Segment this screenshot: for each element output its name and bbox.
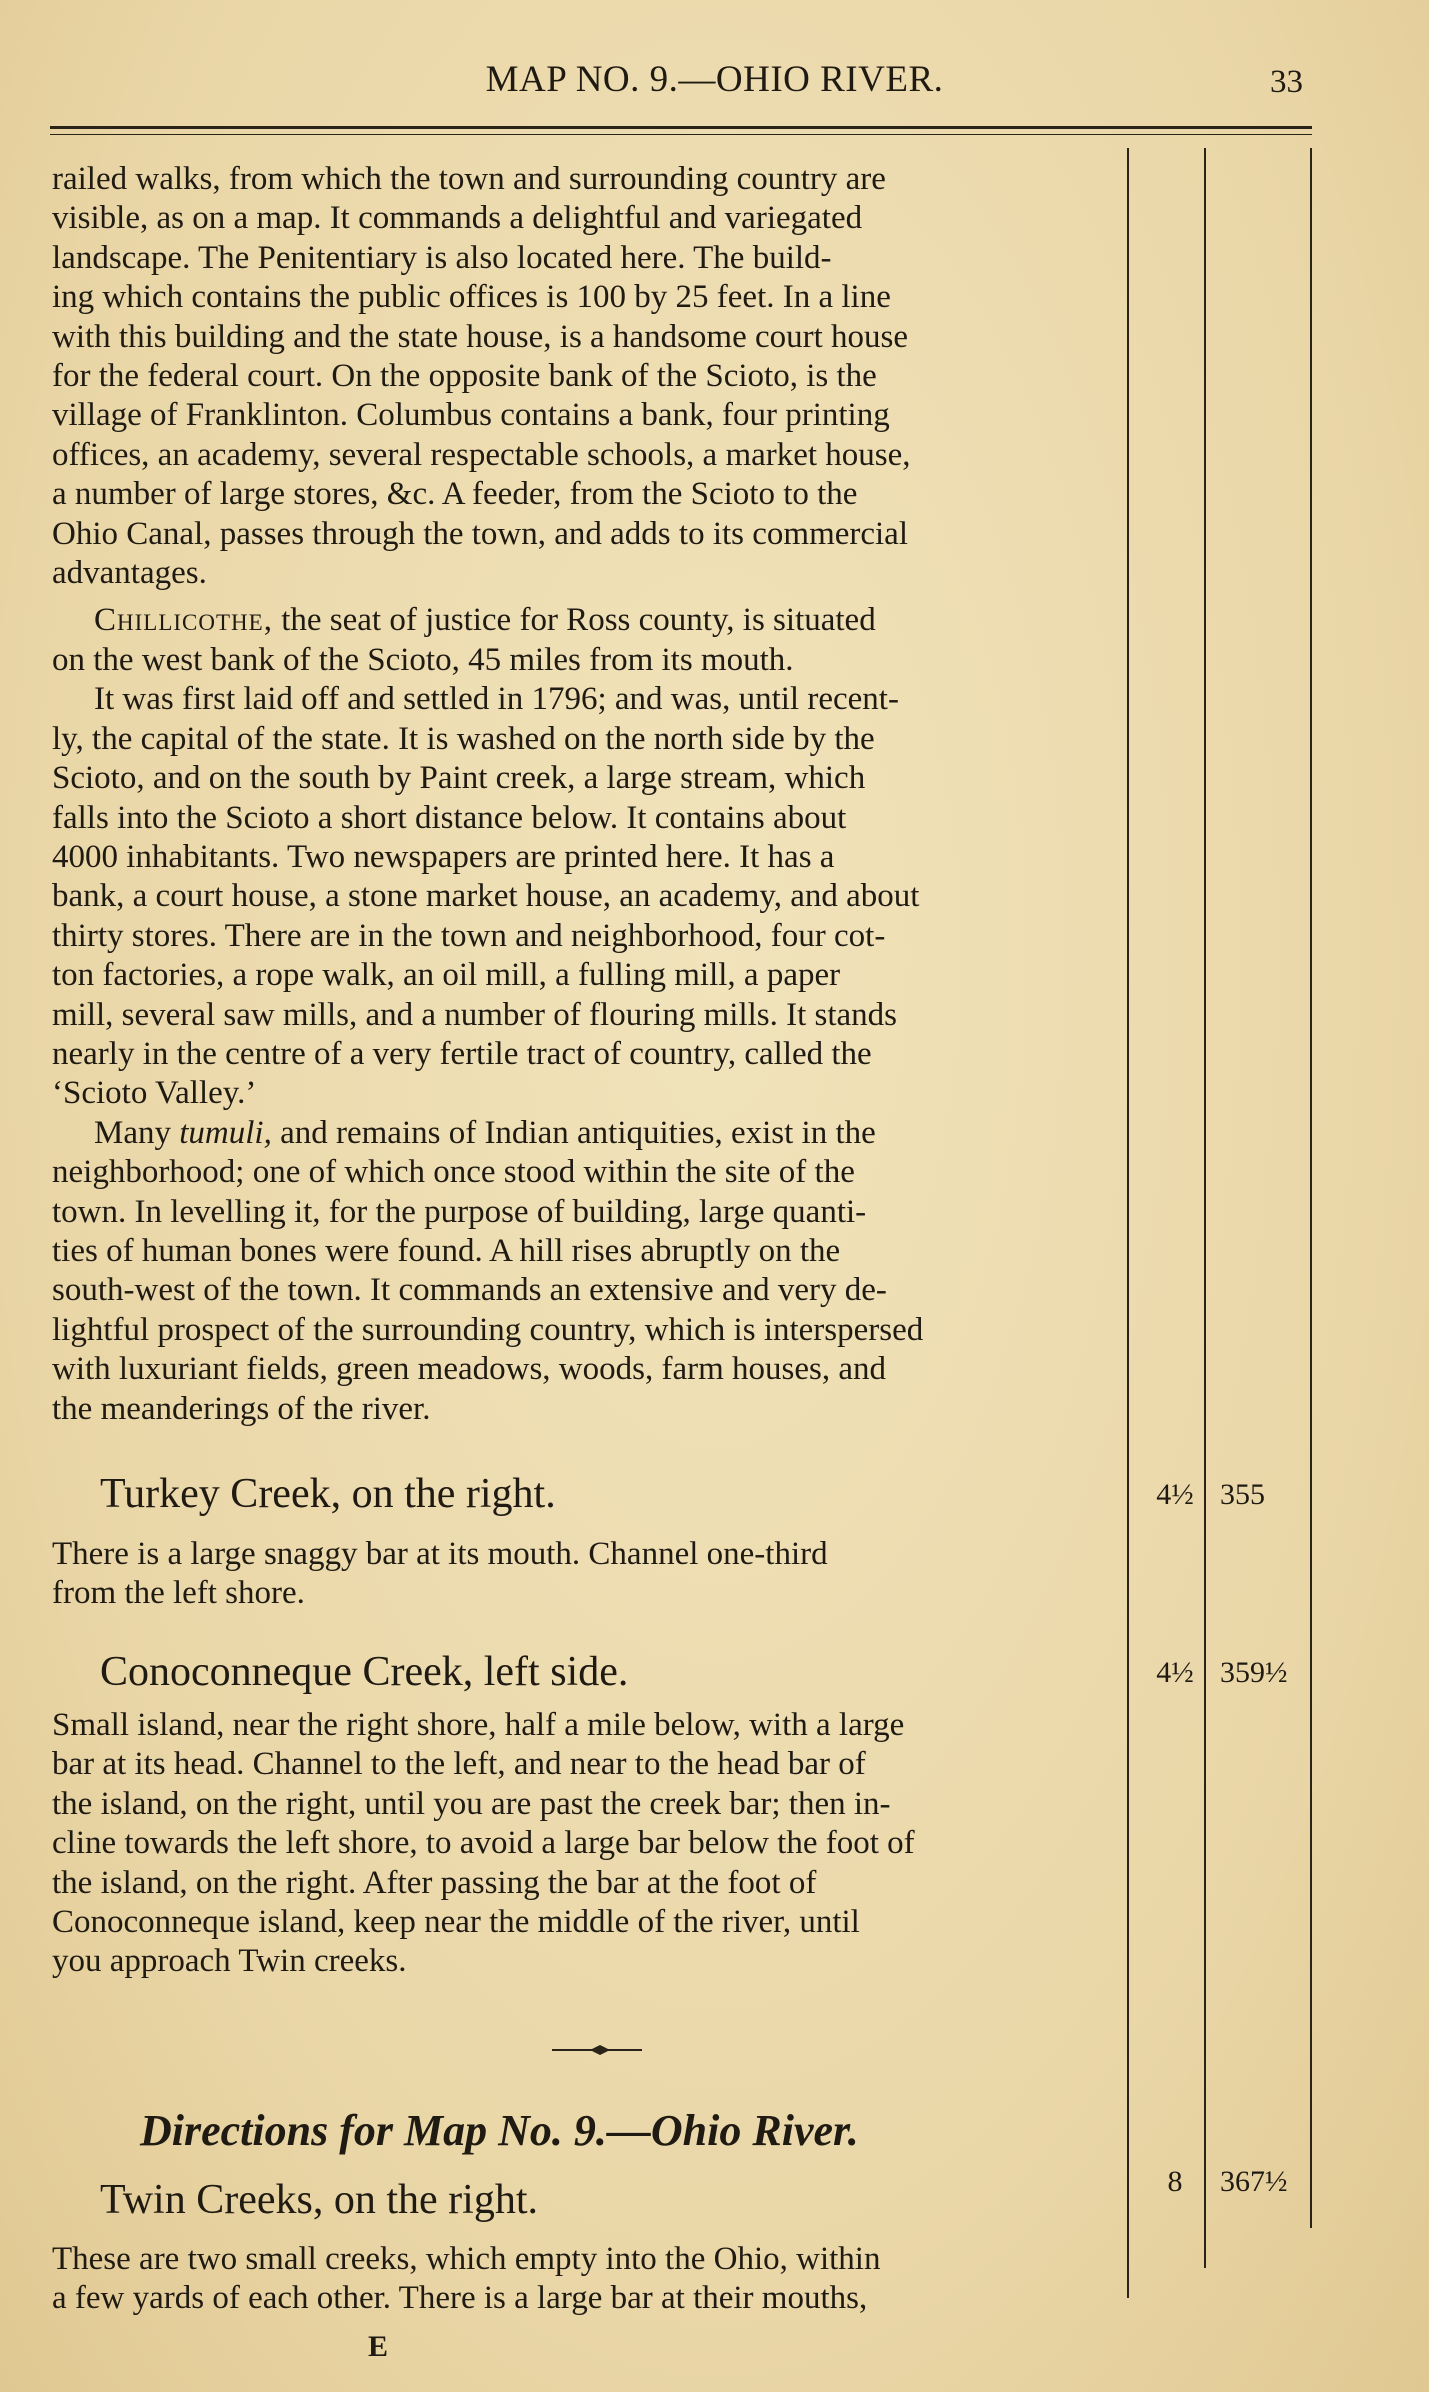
paragraph-tumuli — [52, 1114, 1115, 1429]
entry-heading-twin-creeks: Twin Creeks, on the right. — [100, 2177, 538, 2223]
text-line: thirty stores. There are in the town and neighborhood, four cot- — [52, 917, 886, 954]
text-line: a few yards of each other. There is a large bar at their mouths, — [52, 2280, 868, 2317]
text-line: you approach Twin creeks. — [52, 1943, 407, 1980]
text-line: with this building and the state house, is a handsome court house — [52, 318, 909, 355]
text-line: a number of large stores, &c. A feeder, from the Scioto to the — [52, 476, 858, 513]
entry-distance: 4½ — [1156, 1478, 1194, 1511]
text-line: ‘Scioto Valley.’ — [52, 1075, 257, 1112]
text-line: with luxuriant fields, green meadows, woods, farm houses, and — [52, 1351, 886, 1388]
entry-total: 367½ — [1220, 2165, 1288, 2198]
text-line: neighborhood; one of which once stood within the site of the — [52, 1154, 855, 1191]
text-line: There is a large snaggy bar at its mouth. Channel one-third — [52, 1536, 828, 1572]
text-line: town. In levelling it, for the purpose of building, large quanti- — [52, 1193, 867, 1230]
text-line: on the west bank of the Scioto, 45 miles from its mouth. — [52, 641, 794, 678]
text-line: It was first laid off and settled in 1796; and was, until recent- — [94, 681, 899, 718]
text-line: Scioto, and on the south by Paint creek, a large stream, which — [52, 760, 866, 797]
text-line: cline towards the left shore, to avoid a large bar below the foot of — [52, 1825, 915, 1862]
text-line: railed walks, from which the town and surrounding country are — [52, 161, 886, 197]
text-line: Many — [94, 1114, 180, 1151]
text-line: ties of human bones were found. A hill rises abruptly on the — [52, 1232, 841, 1269]
text-line: ly, the capital of the state. It is washed on the north side by the — [52, 720, 875, 757]
header-rule-thin — [50, 134, 1312, 135]
directions-title: Directions for Map No. 9.—Ohio River. — [140, 2106, 859, 2155]
text-line: ing which contains the public offices is 100 by 25 feet. In a line — [52, 279, 891, 316]
text-line: falls into the Scioto a short distance below. It contains about — [52, 799, 847, 836]
paragraph-columbus — [52, 160, 1115, 593]
text-line: nearly in the centre of a very fertile tract of country, called the — [52, 1035, 872, 1072]
text-line: from the left shore. — [52, 1575, 305, 1612]
section-ornament-icon — [552, 2042, 642, 2058]
entry-distance: 4½ — [1156, 1656, 1194, 1689]
entry-body-turkey-creek — [52, 1535, 1115, 1614]
text-line: village of Franklinton. Columbus contains a bank, four printing — [52, 397, 890, 434]
entry-heading-turkey-creek: Turkey Creek, on the right. — [100, 1471, 556, 1517]
text-line: advantages. — [52, 555, 207, 592]
signature-mark: E — [368, 2330, 389, 2363]
text-line: 4000 inhabitants. Two newspapers are printed here. It has a — [52, 838, 835, 875]
running-head: MAP NO. 9.—OHIO RIVER. — [485, 59, 944, 100]
text-line: offices, an academy, several respectable schools, a market house, — [52, 436, 911, 473]
column-rule-3 — [1310, 148, 1312, 2228]
entry-heading-conoconneque-creek: Conoconneque Creek, left side. — [100, 1649, 629, 1695]
column-rule-2 — [1204, 148, 1206, 2268]
paragraph-chillicothe — [52, 601, 1115, 680]
entry-total: 355 — [1220, 1478, 1265, 1511]
text-line: south-west of the town. It commands an extensive and very de- — [52, 1272, 887, 1309]
text-line: These are two small creeks, which empty into the Ohio, within — [52, 2241, 881, 2277]
text-line: the meanderings of the river. — [52, 1390, 431, 1427]
text-line: visible, as on a map. It commands a delightful and variegated — [52, 200, 863, 237]
text-line: landscape. The Penitentiary is also located here. The build- — [52, 239, 832, 276]
column-rule-1 — [1127, 148, 1129, 2298]
text-line: for the federal court. On the opposite bank of the Scioto, is the — [52, 358, 877, 395]
italic-word: tumuli, — [179, 1114, 272, 1151]
header-rule — [50, 126, 1312, 129]
entry-body-conoconneque-creek — [52, 1706, 1115, 1982]
entry-body-twin-creeks — [52, 2240, 1115, 2319]
entry-distance: 8 — [1167, 2165, 1183, 2198]
text-line: the island, on the right, until you are past the creek bar; then in- — [52, 1785, 891, 1822]
text-line: and remains of Indian antiquities, exist in the — [271, 1114, 876, 1151]
text-line: ton factories, a rope walk, an oil mill, a fulling mill, a paper — [52, 957, 841, 994]
place-name: Chillicothe, — [94, 602, 273, 639]
text-line: the island, on the right. After passing the bar at the foot of — [52, 1864, 817, 1901]
text-line: Ohio Canal, passes through the town, and adds to its commercial — [52, 515, 909, 552]
intro-text — [52, 160, 1115, 1429]
text-line: lightful prospect of the surrounding country, which is interspersed — [52, 1311, 924, 1348]
text-line: bank, a court house, a stone market house, an academy, and about — [52, 878, 920, 915]
text-line: Small island, near the right shore, half a mile below, with a large — [52, 1707, 905, 1743]
text-line: bar at its head. Channel to the left, and near to the head bar of — [52, 1746, 866, 1783]
text-line: the seat of justice for Ross county, is situated — [272, 602, 876, 639]
text-line: mill, several saw mills, and a number of flouring mills. It stands — [52, 996, 898, 1033]
page-number: 33 — [1270, 64, 1303, 100]
paragraph-history — [52, 680, 1115, 1113]
text-line: Conoconneque island, keep near the middle of the river, until — [52, 1904, 860, 1941]
entry-total: 359½ — [1220, 1656, 1288, 1689]
